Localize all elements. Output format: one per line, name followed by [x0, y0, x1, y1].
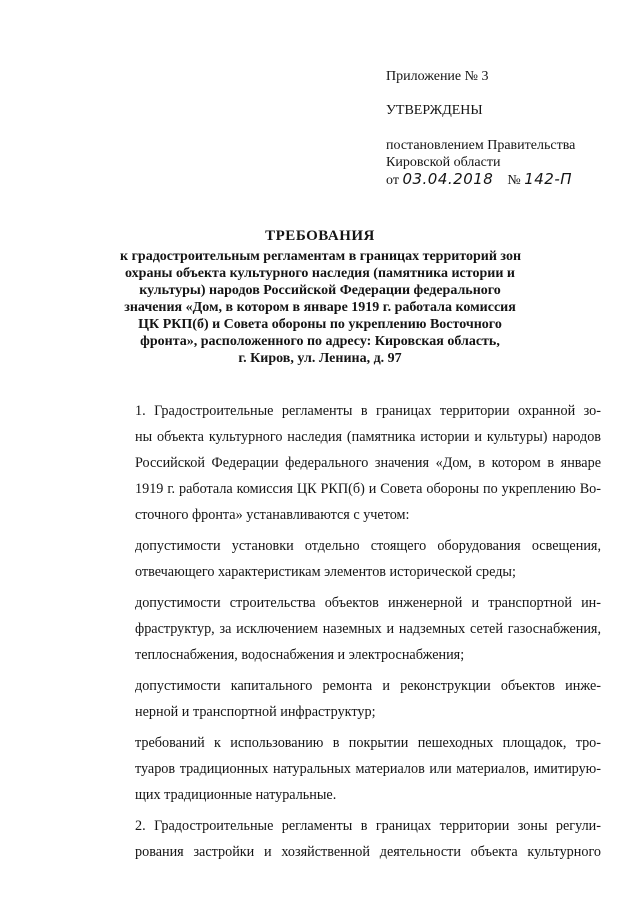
paragraph-1 — [97, 398, 601, 528]
subtitle-line: к градостроительным регламентам в границах территорий зон — [120, 249, 522, 264]
paragraph-5 — [97, 730, 601, 808]
text-line: допустимости капитального ремонта и реконструкции объектов инже- — [135, 678, 601, 694]
subtitle-line: охраны объекта культурного наследия (памятника истории и — [125, 266, 515, 281]
decree-date-number-line — [386, 171, 616, 189]
text-line: нерной и транспортной инфраструктур; — [135, 704, 376, 720]
decree-line-1: постановлением Правительства — [386, 138, 576, 153]
subtitle-line: значения «Дом, в котором в январе 1919 г. работала комиссия — [124, 300, 516, 315]
approved-label: УТВЕРЖДЕНЫ — [386, 103, 483, 118]
text-line: допустимости установки отдельно стоящего оборудования освещения, — [135, 538, 601, 554]
text-line: 1. Градостроительные регламенты в границах территории охранной зо- — [135, 403, 601, 419]
paragraph-3 — [97, 590, 601, 668]
text-line: туаров традиционных натуральных материалов или материалов, имитирую- — [135, 761, 601, 777]
number-prefix: № — [507, 173, 521, 188]
date-prefix: от — [386, 173, 399, 188]
text-line: допустимости строительства объектов инженерной и транспортной ин- — [135, 595, 601, 611]
subtitle-line: ЦК РКП(б) и Совета обороны по укреплению Восточного — [138, 317, 502, 332]
text-line: Российской Федерации федерального значения «Дом, в котором в январе — [135, 455, 601, 471]
appendix-label: Приложение № 3 — [386, 69, 489, 84]
subtitle-line: фронта», расположенного по адресу: Кировская область, — [140, 334, 500, 349]
text-line: требований к использованию в покрытии пешеходных площадок, тро- — [135, 735, 601, 751]
document-body — [97, 398, 601, 865]
document-heading — [120, 228, 520, 367]
decree-line-2: Кировской области — [386, 155, 501, 170]
text-line: теплоснабжения, водоснабжения и электроснабжения; — [135, 647, 465, 663]
text-line: рования застройки и хозяйственной деятельности объекта культурного — [135, 844, 601, 860]
text-line: фраструктур, за исключением наземных и надземных сетей газоснабжения, — [135, 621, 601, 637]
paragraph-6 — [97, 813, 601, 865]
text-line: щих традиционные натуральные. — [135, 787, 337, 803]
text-line: 1919 г. работала комиссия ЦК РКП(б) и Совета обороны по укреплению Во- — [135, 481, 601, 497]
subtitle-line: г. Киров, ул. Ленина, д. 97 — [238, 351, 402, 366]
text-line: 2. Градостроительные регламенты в границах территории зоны регули- — [135, 818, 601, 834]
text-line: отвечающего характеристикам элементов исторической среды; — [135, 564, 516, 580]
paragraph-4 — [97, 673, 601, 725]
decree-date: 03.04.2018 — [402, 170, 494, 188]
text-line: сточного фронта» устанавливаются с учетом: — [135, 507, 410, 523]
subtitle-line: культуры) народов Российской Федерации федерального — [139, 283, 501, 298]
text-line: ны объекта культурного наследия (памятника истории и культуры) народов — [135, 429, 601, 445]
document-title: ТРЕБОВАНИЯ — [265, 228, 375, 244]
decree-number: 142-П — [524, 170, 573, 188]
paragraph-2 — [97, 533, 601, 585]
approval-block — [386, 68, 616, 189]
